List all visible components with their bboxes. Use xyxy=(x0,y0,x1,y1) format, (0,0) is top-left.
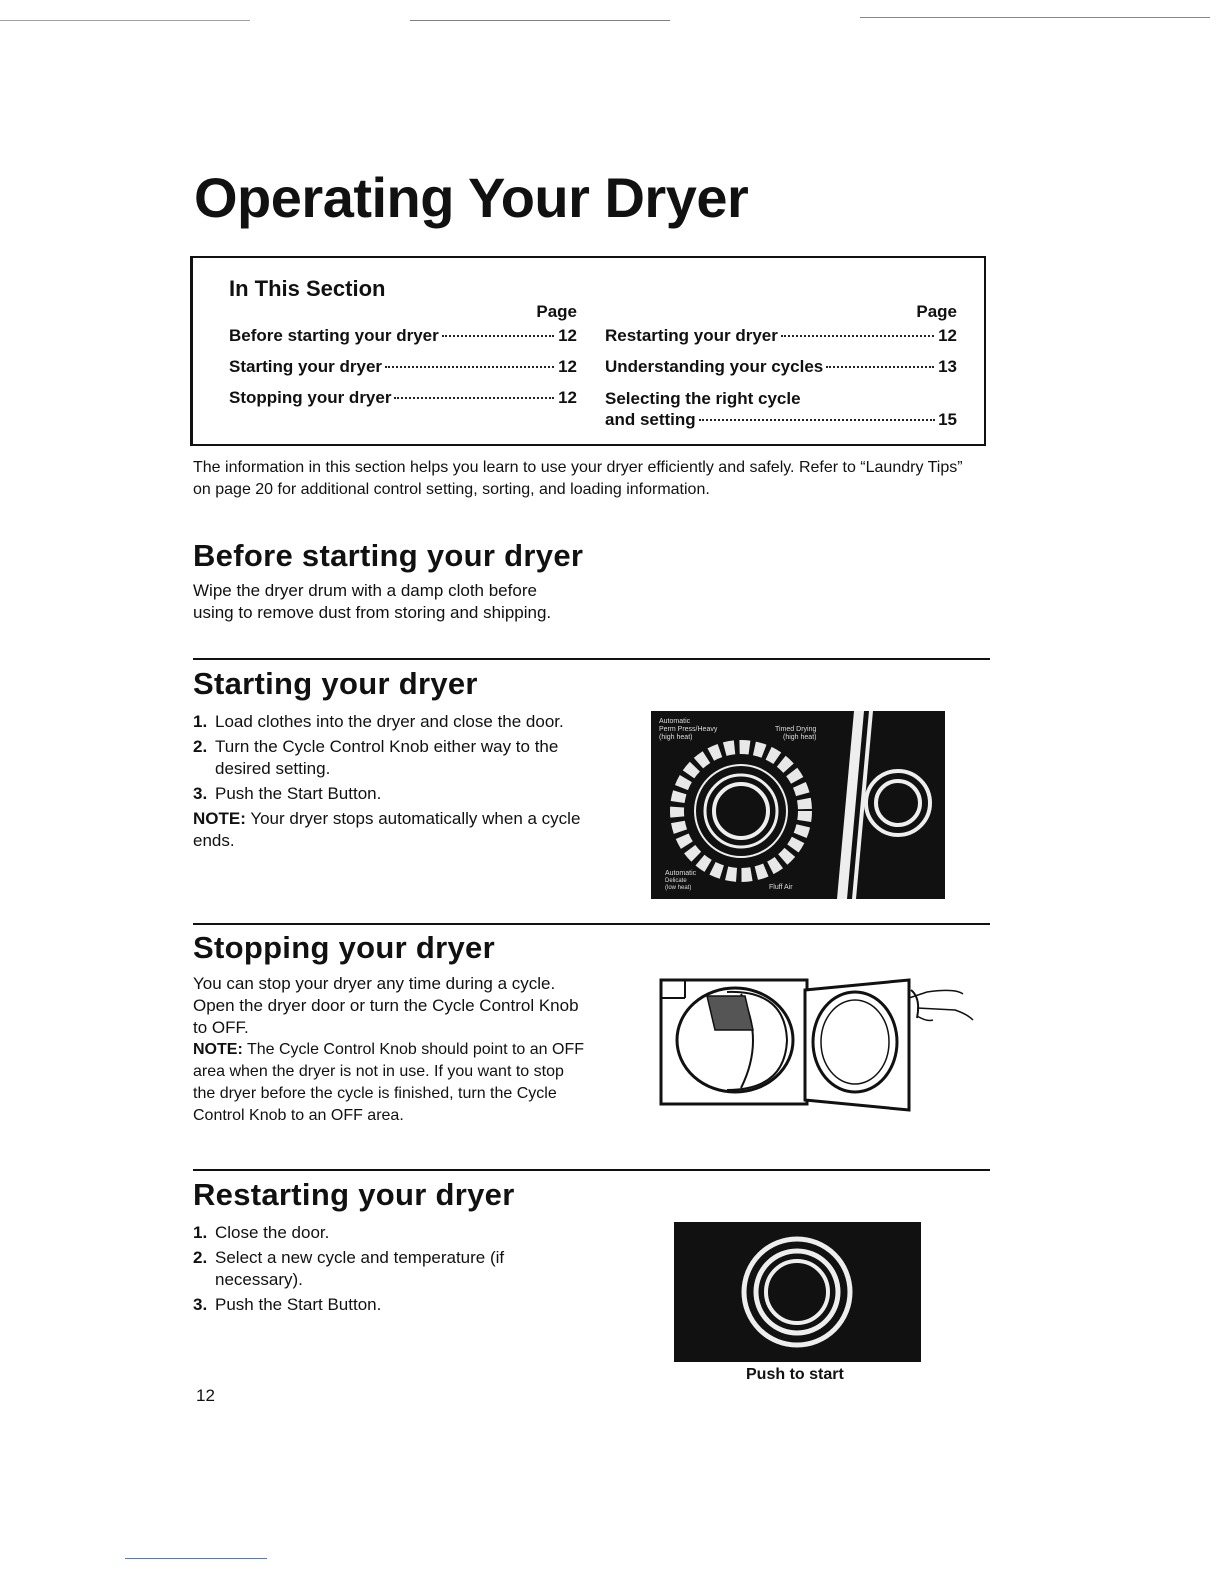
section-divider xyxy=(193,923,990,925)
toc-left-column xyxy=(229,302,577,419)
toc-entry-page: 15 xyxy=(938,410,957,429)
restarting-steps xyxy=(193,1222,573,1316)
panel-label: (high heat) xyxy=(783,734,817,741)
start-button[interactable] xyxy=(866,771,930,835)
intro-paragraph: The information in this section helps you learn to use your dryer efficiently and safely. Refer to “Laundry Tips” on page 20 for additional control setting, sorting, and loading information. xyxy=(193,459,963,498)
scan-artifact-line xyxy=(410,20,670,21)
panel-label: Delicate xyxy=(665,878,687,884)
toc-entry-page: 12 xyxy=(558,326,577,345)
stopping-text: You can stop your dryer any time during a cycle. Open the dryer door or turn the Cycle Control Knob to OFF. xyxy=(193,974,579,1037)
step-item: 2. Turn the Cycle Control Knob either way to the desired setting. xyxy=(193,737,559,778)
starting-body xyxy=(193,711,583,852)
toc-entry-label: Restarting your dryer xyxy=(605,326,778,345)
starting-steps xyxy=(193,711,583,805)
scan-artifact-line xyxy=(860,17,1210,18)
toc-entry[interactable] xyxy=(605,388,957,430)
stopping-title: Stopping your dryer xyxy=(193,930,495,965)
toc-page-label: Page xyxy=(536,302,577,321)
toc-page-label: Page xyxy=(916,302,957,321)
toc-entry-label: Stopping your dryer xyxy=(229,388,392,407)
starting-title: Starting your dryer xyxy=(193,666,478,701)
step-item: 3. Push the Start Button. xyxy=(193,784,382,803)
toc-entry-page: 12 xyxy=(938,326,957,345)
starting-note: NOTE: Your dryer stops automatically when a cycle ends. xyxy=(193,809,581,850)
open-dryer-door-illustration xyxy=(655,968,975,1118)
section-divider xyxy=(193,1169,990,1171)
panel-label: Fluff Air xyxy=(769,884,793,891)
panel-label: Timed Drying xyxy=(775,726,817,733)
toc-entry-page: 13 xyxy=(938,357,957,376)
toc-entry-label: Selecting the right cycle xyxy=(605,389,801,408)
cycle-control-knob[interactable] xyxy=(705,775,777,847)
control-panel-illustration xyxy=(651,711,945,899)
restarting-title: Restarting your dryer xyxy=(193,1177,515,1212)
toc-entry-page: 12 xyxy=(558,357,577,376)
toc-heading: In This Section xyxy=(229,276,386,301)
toc-entry-label: Understanding your cycles xyxy=(605,357,824,376)
scan-artifact-line xyxy=(125,1558,267,1559)
stopping-note: NOTE: The Cycle Control Knob should point to an OFF area when the dryer is not in use. If you want to stop the dryer before the cycle is finished, turn the Cycle Control Knob to an OFF area. xyxy=(193,1041,584,1124)
toc-entry[interactable] xyxy=(229,357,577,388)
start-button[interactable] xyxy=(744,1239,850,1345)
step-item: 1. Load clothes into the dryer and close the door. xyxy=(193,712,564,731)
step-item: 3. Push the Start Button. xyxy=(193,1295,382,1314)
panel-label: Perm Press/Heavy xyxy=(659,726,718,733)
panel-label: Automatic xyxy=(659,718,691,725)
toc-entry[interactable] xyxy=(605,357,957,388)
section-divider xyxy=(193,658,990,660)
push-to-start-illustration xyxy=(674,1222,921,1362)
toc-entry-page: 12 xyxy=(558,388,577,407)
restarting-body xyxy=(193,1222,573,1319)
page-title: Operating Your Dryer xyxy=(194,166,749,229)
toc-entry-label: Starting your dryer xyxy=(229,357,383,376)
panel-label: Automatic xyxy=(665,870,697,877)
toc-entry[interactable] xyxy=(229,388,577,419)
push-to-start-caption: Push to start xyxy=(746,1366,844,1383)
toc-entry[interactable] xyxy=(605,326,957,357)
toc-box xyxy=(190,256,986,446)
step-item: 1. Close the door. xyxy=(193,1223,330,1242)
stopping-body xyxy=(193,973,588,1127)
before-starting-text: Wipe the dryer drum with a damp cloth before using to remove dust from storing and shipping. xyxy=(193,581,552,622)
page-number: 12 xyxy=(196,1386,215,1405)
scan-artifact-line xyxy=(0,20,250,21)
panel-label: (high heat) xyxy=(659,734,693,741)
before-starting-title: Before starting your dryer xyxy=(193,538,584,573)
toc-entry-label-continued: and setting xyxy=(605,410,696,429)
toc-entry[interactable] xyxy=(229,326,577,357)
panel-label: (low heat) xyxy=(665,885,692,891)
step-item: 2. Select a new cycle and temperature (if necessary). xyxy=(193,1248,505,1289)
toc-entry-label: Before starting your dryer xyxy=(229,326,439,345)
toc-right-column xyxy=(605,302,957,430)
